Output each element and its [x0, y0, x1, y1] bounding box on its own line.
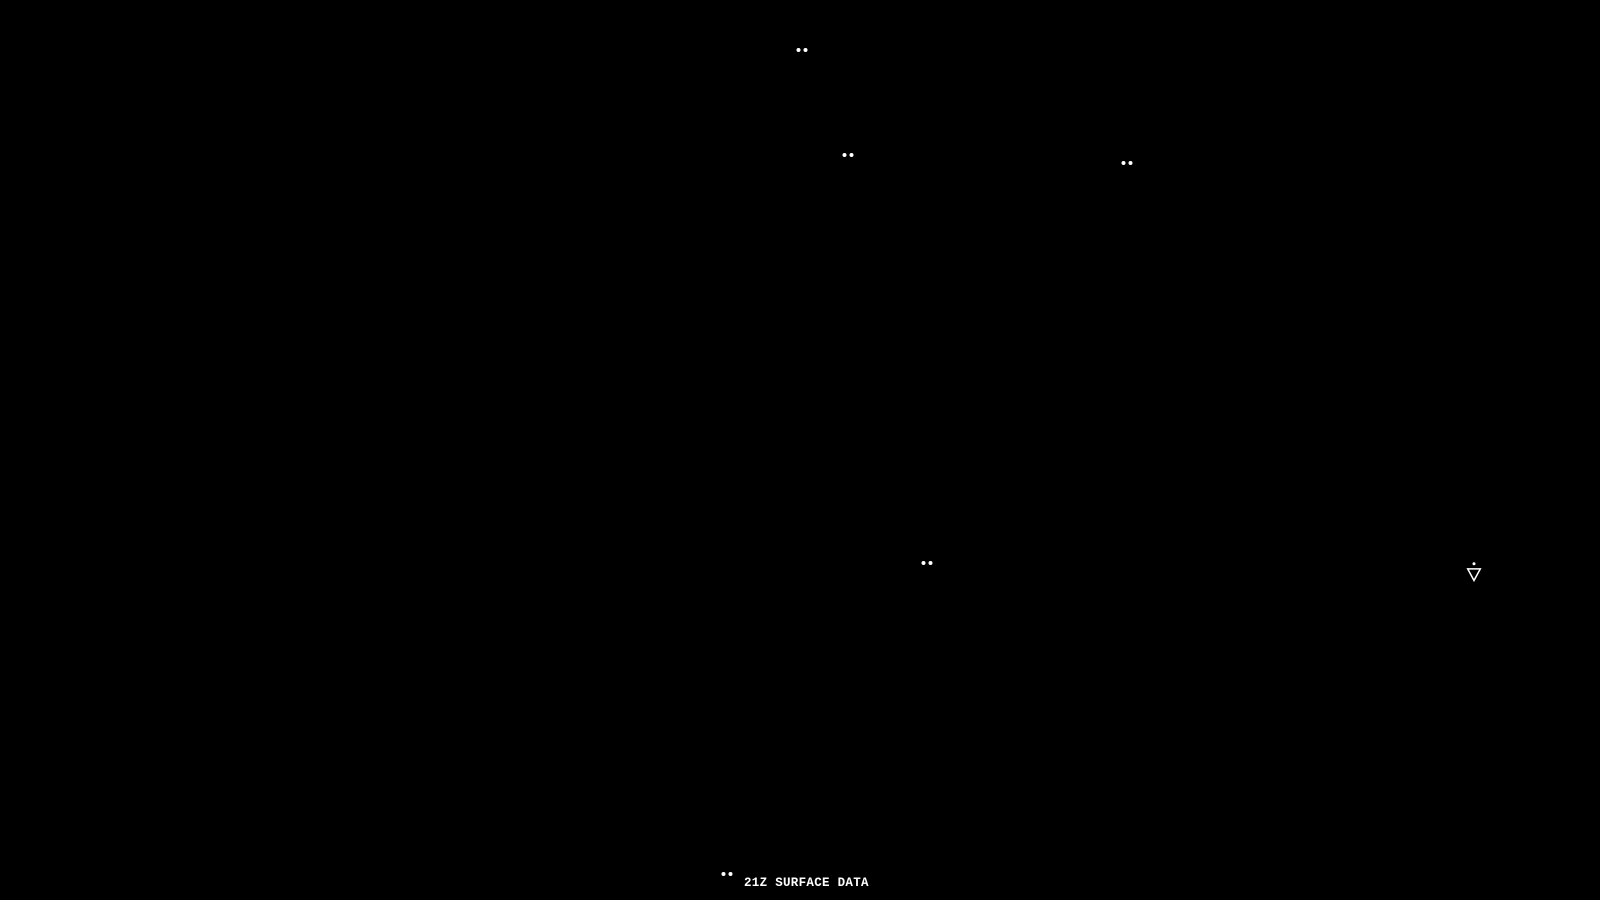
rain-dot [922, 561, 926, 565]
rain-dot [1129, 161, 1133, 165]
light-rain-icon [843, 153, 854, 157]
shower-triangle [1466, 562, 1483, 583]
rain-dot [850, 153, 854, 157]
rain-dot [929, 561, 933, 565]
rain-dot [729, 872, 733, 876]
light-rain-icon [797, 48, 808, 52]
map-title-label: 21Z SURFACE DATA [744, 876, 869, 890]
rain-dot [843, 153, 847, 157]
light-rain-icon [922, 561, 933, 565]
rain-shower-icon [1466, 562, 1483, 583]
light-rain-icon [1122, 161, 1133, 165]
light-rain-icon [722, 872, 733, 876]
rain-dot [722, 872, 726, 876]
rain-dot [804, 48, 808, 52]
rain-dot [797, 48, 801, 52]
rain-dot [1122, 161, 1126, 165]
